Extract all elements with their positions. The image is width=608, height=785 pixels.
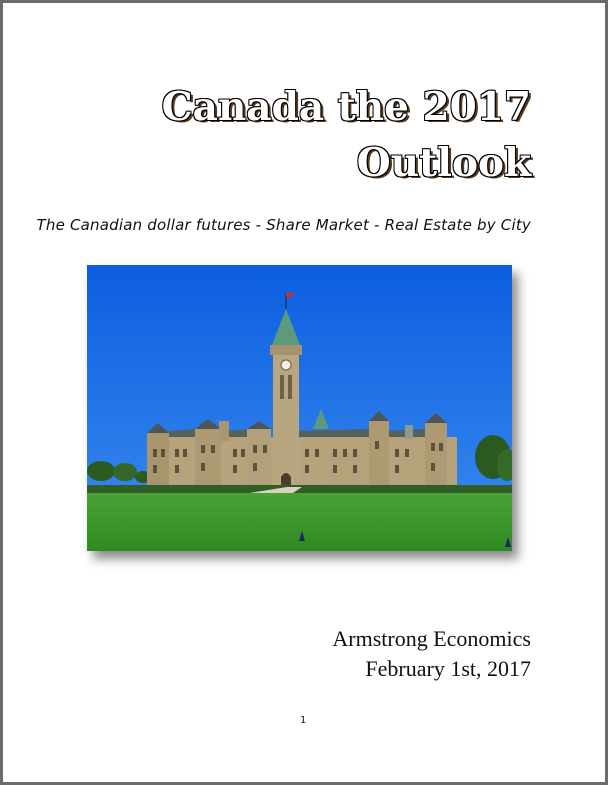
document-subtitle: The Canadian dollar futures - Share Market - Real Estate by City <box>36 216 531 234</box>
page-number: 1 <box>300 715 307 726</box>
parliament-illustration <box>87 265 512 551</box>
author-name: Armstrong Economics <box>332 626 531 651</box>
title-line-2: Outlook <box>356 140 531 186</box>
publisher-block <box>332 624 531 684</box>
title-line-1: Canada the 2017 <box>161 84 531 130</box>
document-title <box>162 79 531 191</box>
publication-date: February 1st, 2017 <box>365 656 531 681</box>
cover-photo-parliament <box>87 265 512 551</box>
